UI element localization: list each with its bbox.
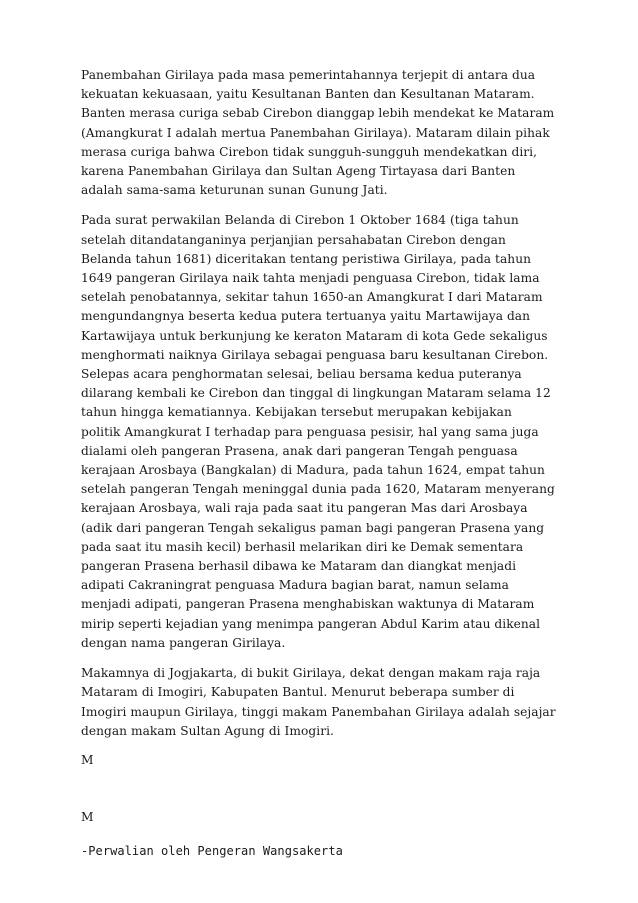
text-line: Kartawijaya untuk berkunjung ke keraton Mataram di kota Gede sekaligus	[81, 328, 548, 343]
text-line: politik Amangkurat I terhadap para penguasa pesisir, hal yang sama juga	[81, 424, 539, 439]
text-line: 1649 pangeran Girilaya naik tahta menjadi penguasa Cirebon, tidak lama	[81, 271, 540, 286]
text-line: Belanda tahun 1681) diceritakan tentang peristiwa Girilaya, pada tahun	[81, 251, 532, 266]
paragraph-girilaya-politics	[81, 66, 571, 200]
text-line: Panembahan Girilaya pada masa pemerintahannya terjepit di antara dua	[81, 68, 536, 82]
marker-text: M	[81, 752, 94, 767]
text-line: tahun hingga kematiannya. Kebijakan tersebut merupakan kebijakan	[81, 405, 512, 420]
text-line: dilarang kembali ke Cirebon dan tinggal di lingkungan Mataram selama 12	[81, 386, 551, 401]
text-line: menjadi adipati, pangeran Prasena menghabiskan waktunya di Mataram	[81, 597, 535, 612]
text-line: Imogiri maupun Girilaya, tinggi makam Panembahan Girilaya adalah sejajar	[81, 704, 556, 719]
text-line: adalah sama-sama keturunan sunan Gunung Jati.	[81, 183, 388, 198]
text-line: pangeran Prasena berhasil dibawa ke Mataram dan diangkat menjadi	[81, 559, 517, 574]
text-line: menghormati naiknya Girilaya sebagai penguasa baru kesultanan Cirebon.	[81, 347, 549, 362]
text-line: kerajaan Arosbaya, wali raja pada saat itu pangeran Mas dari Arosbaya	[81, 501, 528, 516]
text-line: setelah ditandatanganinya perjanjian persahabatan Cirebon dengan	[81, 232, 506, 247]
text-line: kekuatan kekuasaan, yaitu Kesultanan Banten dan Kesultanan Mataram.	[81, 87, 535, 102]
paragraph-tomb-location	[81, 664, 571, 741]
text-line: karena Panembahan Girilaya dan Sultan Ageng Tirtayasa dari Banten	[81, 164, 516, 179]
text-line: merasa curiga bahwa Cirebon tidak sungguh-sungguh mendekatkan diri,	[81, 144, 538, 159]
closing-line: -Perwalian oleh Pengeran Wangsakerta	[81, 844, 343, 859]
text-line: mirip seperti kejadian yang menimpa pangeran Abdul Karim atau dikenal	[81, 616, 541, 631]
document-page	[81, 66, 571, 862]
text-line: adipati Cakraningrat penguasa Madura bagian barat, namun selama	[81, 578, 509, 593]
text-line: (Amangkurat I adalah mertua Panembahan Girilaya). Mataram dilain pihak	[81, 125, 550, 140]
text-line: kerajaan Arosbaya (Bangkalan) di Madura, pada tahun 1624, empat tahun	[81, 463, 545, 478]
text-line: Banten merasa curiga sebab Cirebon dianggap lebih mendekat ke Mataram	[81, 106, 555, 121]
text-line: Selepas acara penghormatan selesai, beliau bersama kedua puteranya	[81, 367, 522, 382]
text-line: mengundangnya beserta kedua putera tertuanya yaitu Martawijaya dan	[81, 309, 531, 324]
text-line: setelah pangeran Tengah meninggal dunia pada 1620, Mataram menyerang	[81, 482, 555, 497]
text-line: Mataram di Imogiri, Kabupaten Bantul. Menurut beberapa sumber di	[81, 685, 515, 700]
paragraph-dutch-letter	[81, 211, 571, 653]
text-line: (adik dari pangeran Tengah sekaligus paman bagi pangeran Prasena yang	[81, 520, 545, 535]
text-line: dengan makam Sultan Agung di Imogiri.	[81, 723, 334, 738]
text-line: Makamnya di Jogjakarta, di bukit Girilaya, dekat dengan makam raja raja	[81, 666, 541, 681]
text-line: Pada surat perwakilan Belanda di Cirebon 1 Oktober 1684 (tiga tahun	[81, 213, 519, 228]
text-line: setelah penobatannya, sekitar tahun 1650-an Amangkurat I dari Mataram	[81, 290, 543, 305]
text-line: pada saat itu masih kecil) berhasil melarikan diri ke Demak sementara	[81, 539, 524, 554]
text-line: dengan nama pangeran Girilaya.	[81, 635, 286, 650]
text-line: dialami oleh pangeran Prasena, anak dari pangeran Tengah penguasa	[81, 443, 518, 458]
marker-text: M	[81, 810, 94, 825]
